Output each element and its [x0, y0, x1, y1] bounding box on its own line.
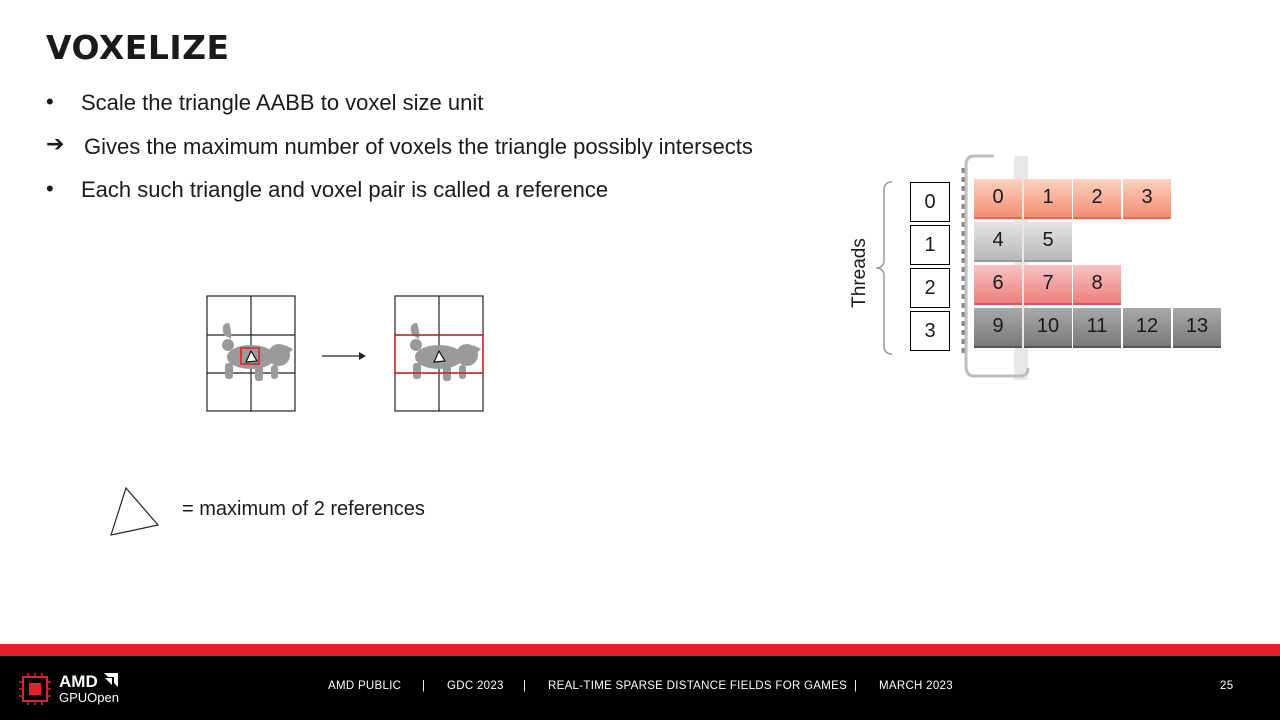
threads-brace-icon — [872, 176, 902, 362]
bullet-text: Gives the maximum number of voxels the triangle possibly intersects — [84, 134, 753, 159]
work-cell-7: 7 — [1024, 265, 1072, 305]
arrow-icon: ➔ — [46, 132, 65, 157]
voxel-grid-after — [395, 296, 483, 411]
work-cell-6: 6 — [974, 265, 1022, 305]
bullet-marker: • — [46, 176, 54, 201]
footer-date: MARCH 2023 — [879, 680, 953, 692]
thread-id-2: 2 — [910, 268, 950, 308]
footer-talk-title: REAL-TIME SPARSE DISTANCE FIELDS FOR GAMES — [548, 680, 848, 692]
footer-separator: | — [422, 680, 426, 692]
legend-triangle-icon — [106, 484, 164, 540]
footer — [0, 656, 1280, 720]
amd-arrow-logo-icon — [104, 673, 118, 687]
work-cell-2: 2 — [1073, 179, 1121, 219]
bullet-text: Each such triangle and voxel pair is called a reference — [81, 177, 609, 202]
work-cell-5: 5 — [1024, 222, 1072, 262]
bullet-marker: • — [46, 89, 54, 114]
work-cell-13: 13 — [1173, 308, 1221, 348]
work-cell-12: 12 — [1123, 308, 1171, 348]
amd-chip-logo-icon — [18, 672, 52, 706]
work-cell-10: 10 — [1024, 308, 1072, 348]
footer-separator: | — [523, 680, 527, 692]
page-number: 25 — [1220, 680, 1234, 692]
footer-separator: | — [854, 680, 858, 692]
footer-classification: AMD PUBLIC — [328, 680, 402, 692]
arrow-right-icon — [322, 352, 366, 360]
threads-axis-label: Threads — [849, 238, 870, 308]
work-cell-9: 9 — [974, 308, 1022, 348]
work-cell-1: 1 — [1024, 179, 1072, 219]
brand-gpuopen: GPUOpen — [59, 690, 119, 705]
work-cell-11: 11 — [1073, 308, 1121, 348]
dog-silhouette-icon — [222, 323, 293, 381]
work-cell-3: 3 — [1123, 179, 1171, 219]
slide-title: VOXELIZE — [46, 28, 230, 67]
footer-accent-bar — [0, 644, 1280, 656]
footer-event: GDC 2023 — [447, 680, 504, 692]
voxel-grid-before — [207, 296, 295, 411]
thread-id-0: 0 — [910, 182, 950, 222]
brand-amd: AMD — [59, 672, 98, 691]
work-cell-4: 4 — [974, 222, 1022, 262]
work-cell-8: 8 — [1073, 265, 1121, 305]
voxel-grid-illustration — [195, 285, 505, 425]
bullet-text: Scale the triangle AABB to voxel size unit — [81, 90, 484, 115]
legend-label: = maximum of 2 references — [182, 498, 425, 520]
thread-id-3: 3 — [910, 311, 950, 351]
work-cell-0: 0 — [974, 179, 1022, 219]
thread-id-1: 1 — [910, 225, 950, 265]
